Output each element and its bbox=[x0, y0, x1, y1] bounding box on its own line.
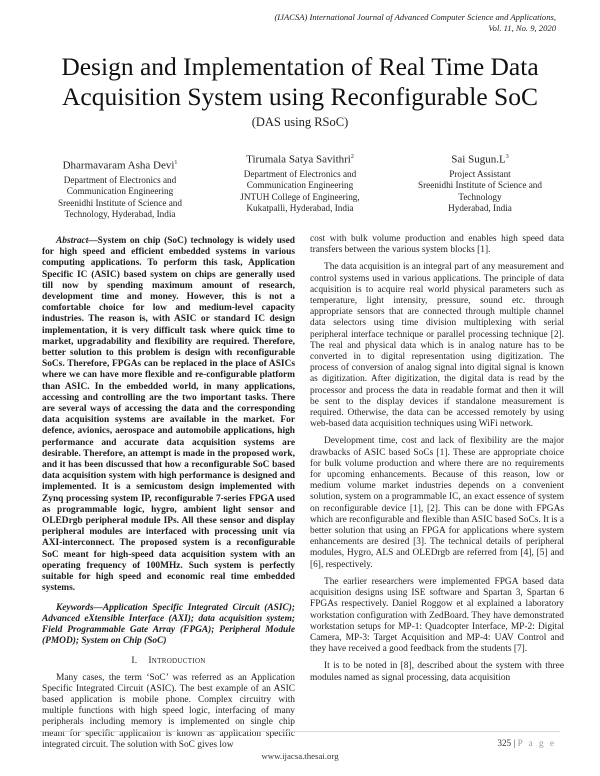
paper-title bbox=[0, 52, 600, 112]
author-affil-mark: 2 bbox=[350, 154, 354, 160]
affiliation-line: Hyderabad, India bbox=[448, 203, 512, 214]
affiliation-line: Sreenidhi Institute of Science and bbox=[418, 180, 542, 191]
author-name: Tirumala Satya Savithri bbox=[246, 153, 351, 166]
paragraph-intro-3: Development time, cost and lack of flexibility are the major drawbacks of ASIC based SoCs [1]. These are appropriate choice for bulk volume production and where there are no requirements for upcoming enhancements. Because of this reason, low or medium volume market industries depends on a convenient solution, system on a programmable IC, an exact essence of system on reconfigurable device [1], [2]. This can be done with FPGAs which are reconfigurable and flexible than ASIC based SoCs. It is a better solution that using an FPGA for applications where system enhancements are desired [3]. The technical details of peripheral modules, Hygro, ALS and OLEDrgb are referred from [4], [5] and [6], respectively. bbox=[310, 436, 564, 570]
author-name: Dharmavaram Asha Devi bbox=[62, 159, 175, 172]
affiliation-line: Kukatpalli, Hyderabad, India bbox=[246, 203, 354, 214]
author-2 bbox=[210, 150, 390, 221]
section-number: I. bbox=[131, 655, 138, 667]
paragraph-intro-1: Many cases, the term ‘SoC’ was referred as an Application Specific Integrated Circuit (ASIC). The best example of an ASIC based application is mobile phone. Complex circuitry with multiple functions with high speed logic, interfacing of many peripherals including memory is implemented on single chip meant for specific application is known as application specific integrated circuit. The solution with SoC gives low bbox=[42, 672, 295, 750]
affiliation-line: Communication Engineering bbox=[246, 180, 354, 191]
page-number bbox=[497, 738, 556, 748]
abstract-label: Abstract bbox=[56, 236, 89, 246]
affiliation-line: Technology bbox=[458, 191, 502, 202]
keywords bbox=[42, 603, 295, 648]
title-line-1: Design and Implementation of Real Time Data bbox=[61, 52, 539, 81]
author-affil-mark: 1 bbox=[174, 160, 178, 166]
page-label: P a g e bbox=[517, 738, 556, 748]
volume-info: Vol. 11, No. 9, 2020 bbox=[488, 22, 556, 33]
author-1 bbox=[30, 156, 210, 221]
affiliation-line: JNTUH College of Engineering, bbox=[240, 191, 360, 202]
affiliation-line: Communication Engineering bbox=[66, 186, 174, 197]
affiliation-line: Department of Electronics and bbox=[243, 168, 357, 179]
page-number-value: 325 bbox=[497, 738, 512, 748]
affiliation-line: Project Assistant bbox=[449, 168, 511, 179]
paragraph-intro-4: The earlier researchers were implemented FPGA based data acquisition designs using ISE software and Spartan 3, Spartan 6 FPGAs respectively. Daniel Roggow et al explained a laboratory workstation configuration with ZedBoard. They have demonstrated workstation setups for MP-1: Quadcopter Interface, MP-2: Digital Camera, MP-3: Target Acquisition and MP-4: UAV Control and they have received a good feedback from the students [7]. bbox=[310, 576, 564, 655]
keywords-label: Keywords bbox=[56, 602, 94, 613]
abstract-text: —System on chip (SoC) technology is widely used for high speed and efficient embedded systems in various computing applications. To perform this task, Application Specific IC (ASIC) based system on chips are generally used till now by spending maximum amount of research, development time and money. However, this is not a comfortable choice for low and medium-level capacity industries. The reason is, with ASIC or standard IC design implementation, it is very difficult task where quick time to market, upgradability and flexibility are required. Therefore, better solution to this problem is design with reconfigurable SoCs. Therefore, FPGAs can be replaced in the place of ASICs where we can have more flexible and re-configurable platform than ASIC. In the embedded world, in many applications, accessing and controlling are the two important tasks. There are several ways of accessing the data and the corresponding data acquisition systems are available in the market. For defence, avionics, aerospace and automobile applications, high performance and accurate data acquisition systems are desirable. Therefore, an attempt is made in the proposed work, and it has been discussed that how a reconfigurable SoC based data acquisition system with high performance is designed and implemented. It is a semicustom design implemented with Zynq processing system IP, reconfigurable 7-series FPGA used as programmable logic, hygro, ambient light sensor and OLEDrgb peripheral module IPs. All these sensor and display peripheral modules are interfaced with processing unit via AXI-interconnect. The proposed system is a reconfigurable SoC meant for high-speed data acquisition system with an operating frequency of 100MHz. Such system is perfectly suitable for high speed and economic real time embedded systems. bbox=[42, 236, 295, 594]
journal-name: (IJACSA) International Journal of Advanced Computer Science and Applications, bbox=[274, 12, 556, 22]
author-name: Sai Sugun.L bbox=[451, 153, 506, 166]
affiliation-line: Technology, Hyderabad, India bbox=[64, 209, 176, 220]
affiliation-line: Department of Electronics and bbox=[63, 174, 177, 185]
paragraph-intro-5: It is to be noted in [8], described about the system with three modules named as signal processing, data acquisition bbox=[310, 661, 564, 683]
section-title: Introduction bbox=[148, 655, 206, 667]
journal-url[interactable]: www.ijacsa.thesai.org bbox=[261, 751, 339, 761]
running-header bbox=[274, 12, 556, 33]
section-heading-introduction bbox=[42, 655, 295, 666]
keywords-text: —Application Specific Integrated Circuit (ASIC); Advanced eXtensible Interface (AXI); data acquisition system; Field Programmable Gate Array (FPGA); Peripheral Module (PMOD); System on Chip (SoC) bbox=[42, 602, 295, 647]
left-column bbox=[42, 236, 295, 757]
affiliation-line: Sreenidhi Institute of Science and bbox=[58, 197, 182, 208]
title-line-2: Acquisition System using Reconfigurable SoC bbox=[62, 82, 538, 111]
right-column bbox=[310, 234, 564, 690]
paper-subtitle: (DAS using RSoC) bbox=[251, 115, 349, 129]
footer-divider bbox=[40, 731, 560, 732]
author-block bbox=[30, 150, 570, 221]
abstract bbox=[42, 236, 295, 595]
paragraph-intro-1-continued: cost with bulk volume production and enables high speed data transfers between the various system blocks [1]. bbox=[310, 234, 564, 256]
page-separator: | bbox=[513, 738, 516, 748]
author-3 bbox=[390, 150, 570, 221]
paragraph-intro-2: The data acquisition is an integral part of any measurement and control systems used in various applications. The principle of data acquisition is to acquire real world physical parameters such as temperature, light intensity, pressure, sound etc. through appropriate sensors that are connected through multiple channel data selectors using time division multiplexing with serial peripheral interface technique or parallel processing technique [2]. The real and physical data which is in analog nature has to be converted in to digital representation using digitization. The process of conversion of analog signal into digital signal is known as digitization. After digitization, the digital data is read by the processor and process the data in readable format and then it will be sent to the display devices if standalone measurement is required. Otherwise, the data can be accessed remotely by using web-based data acquisition techniques using WiFi network. bbox=[310, 262, 564, 430]
author-affil-mark: 3 bbox=[505, 154, 509, 160]
